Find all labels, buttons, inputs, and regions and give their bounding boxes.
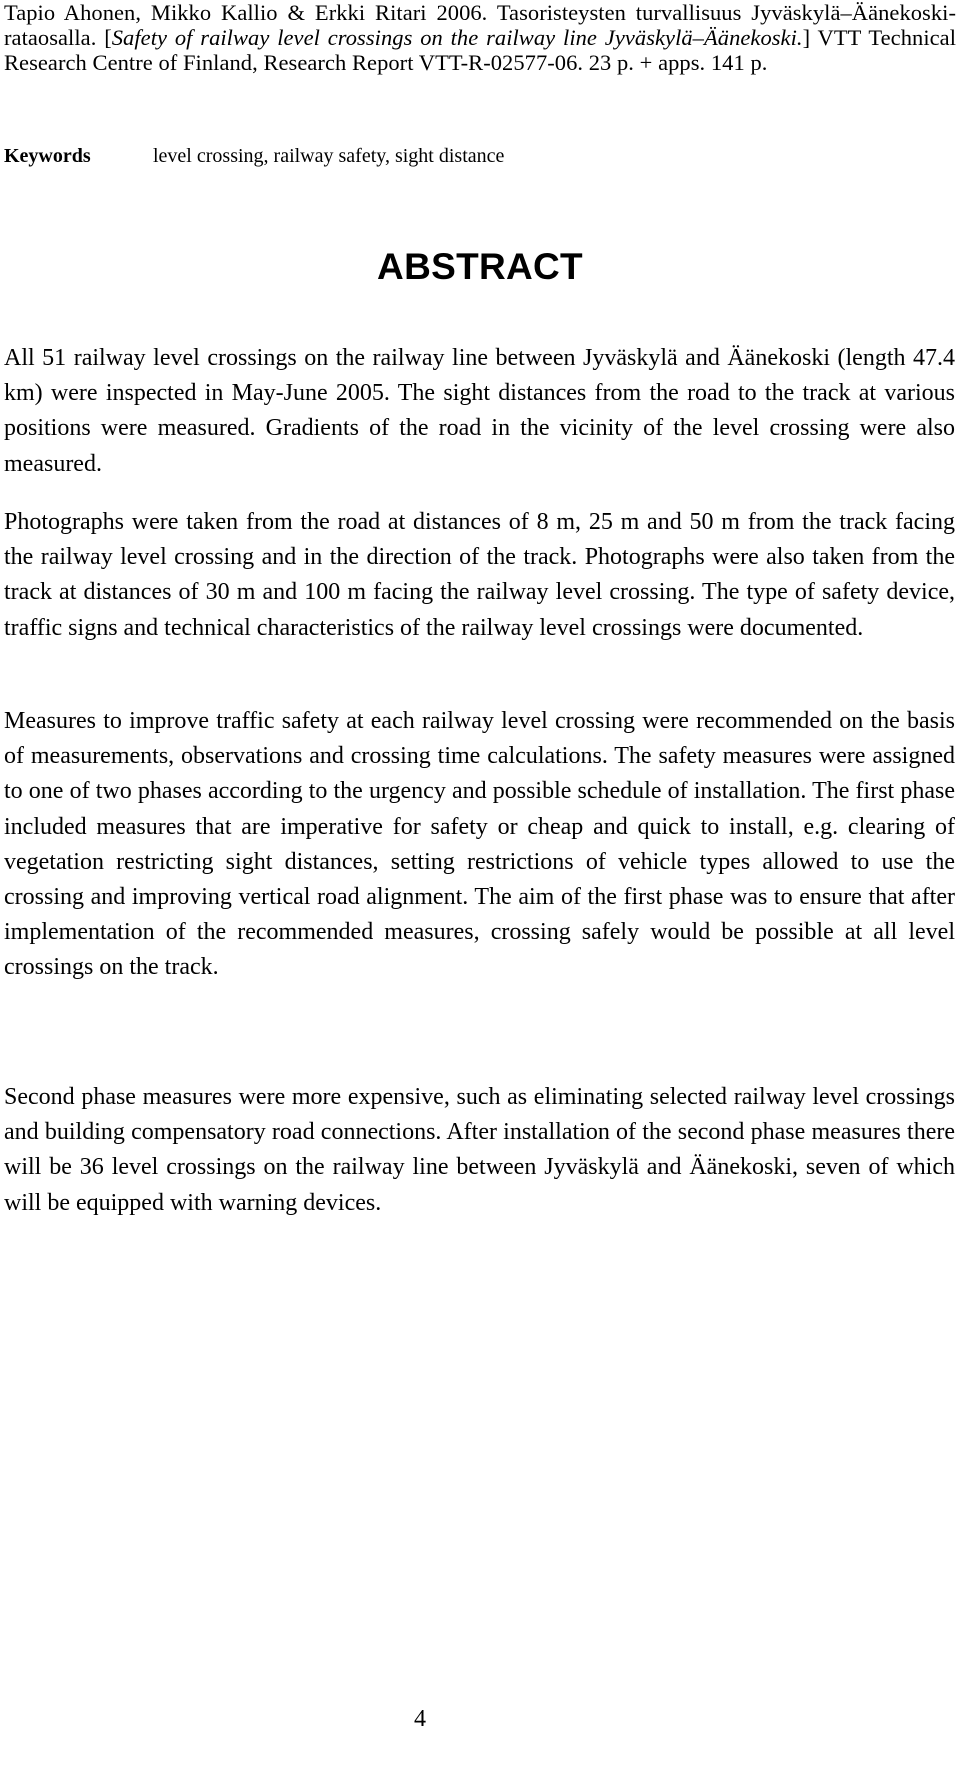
abstract-paragraph-4: Second phase measures were more expensive, such as eliminating selected railway level crossings and building compensatory road connections. After installation of the second phase measures there will be 36 level crossings on the railway line between Jyväskylä and Äänekoski, seven of which will be equipped with warning devices. bbox=[4, 1084, 955, 1216]
abstract-paragraph-3: Measures to improve traffic safety at each railway level crossing were recommended on the basis of measurements, observations and crossing time calculations. The safety measures were assigned to one of two phases according to the urgency and possible schedule of installation. The first phase included measures that are imperative for safety or cheap and quick to install, e.g. clearing of vegetation restricting sight distances, setting restrictions of vehicle types allowed to use the crossing and improving vertical road alignment. The aim of the first phase was to ensure that after implementation of the recommended measures, crossing safely would be possible at all level crossings on the track. bbox=[4, 708, 955, 981]
citation-publisher: ] VTT Technical Research Centre of Finland, Research Report VTT-R-02577-06. 23 p. + apps. 141 p. bbox=[4, 25, 956, 75]
abstract-paragraph-1: All 51 railway level crossings on the railway line between Jyväskylä and Äänekoski (length 47.4 km) were inspected in May-June 2005. The sight distances from the road to the track at various positions were measured. Gradients of the road in the vicinity of the level crossing were also measured. bbox=[4, 345, 955, 477]
keywords-value: level crossing, railway safety, sight distance bbox=[153, 145, 505, 167]
abstract-heading: ABSTRACT bbox=[377, 246, 583, 287]
citation-english-title: Safety of railway level crossings on the railway line Jyväskylä–Äänekoski. bbox=[111, 25, 803, 50]
citation-authors-title: Tapio Ahonen, Mikko Kallio & Erkki Ritari 2006. Tasoristeysten turvallisuus Jyväskylä–Äänekoski-rataosalla. [ bbox=[4, 0, 956, 50]
keywords-label: Keywords bbox=[4, 145, 91, 167]
citation bbox=[4, 0, 956, 75]
page-number: 4 bbox=[414, 1706, 426, 1732]
abstract-paragraph-2: Photographs were taken from the road at distances of 8 m, 25 m and 50 m from the track facing the railway level crossing and in the direction of the track. Photographs were also taken from the track at distances of 30 m and 100 m facing the railway level crossing. The type of safety device, traffic signs and technical characteristics of the railway level crossings were documented. bbox=[4, 509, 955, 641]
